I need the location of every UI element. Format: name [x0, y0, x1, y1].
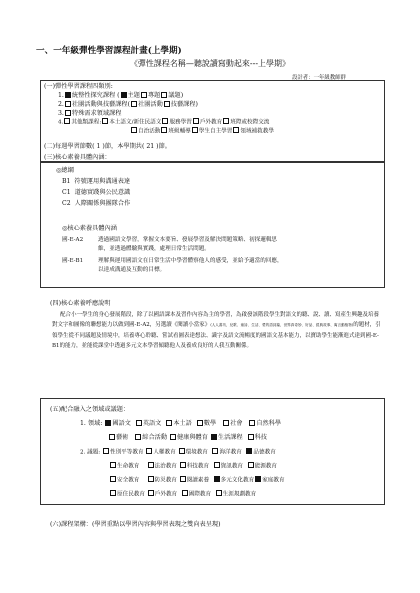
checkbox-checked-icon[interactable]	[65, 92, 71, 98]
item-text: 人際關係與團隊合作	[74, 200, 131, 207]
option-label: 法治教育	[154, 463, 177, 470]
option-label: 科技教育	[186, 463, 210, 470]
checkbox-icon[interactable]	[248, 462, 254, 468]
option-label: 統整性探究課程 (	[71, 92, 120, 99]
checkbox-icon[interactable]	[148, 490, 154, 496]
checkbox-icon[interactable]	[197, 420, 203, 426]
checkbox-icon[interactable]	[166, 420, 172, 426]
checkbox-checked-icon[interactable]	[255, 476, 261, 482]
row-number: 4.	[58, 119, 64, 126]
option-label: 自治活動	[138, 128, 161, 135]
option-label: 本土語	[173, 420, 192, 427]
checkbox-icon[interactable]	[214, 462, 220, 468]
checkbox-icon[interactable]	[179, 448, 185, 454]
option-label: 社團活動	[138, 101, 163, 108]
option-label: 國際教育	[188, 491, 212, 498]
field-text-line: 維，並透過體驗與實踐，處理日常生活問題。	[98, 246, 210, 252]
option-label: 戶外教育	[154, 491, 178, 498]
checkbox-icon[interactable]	[180, 462, 186, 468]
option-label: 藝術	[116, 434, 129, 441]
option-label: 服務學習	[169, 119, 192, 126]
general-item	[62, 199, 130, 208]
option-label: 資訊教育	[220, 463, 244, 470]
option-label: 生活課程	[217, 434, 243, 441]
checkbox-icon[interactable]	[131, 101, 137, 107]
issue-row-1	[80, 448, 276, 458]
option-label: 專題	[147, 92, 161, 99]
row-number: 1.	[58, 92, 64, 99]
checkbox-icon[interactable]	[148, 476, 154, 482]
competency-label: (三)核心素養具體內涵：	[44, 154, 111, 161]
option-label: 學生自主學習	[198, 128, 233, 135]
issue-label: 2. 議題:	[80, 449, 101, 456]
item-code: C2	[62, 200, 71, 207]
checkbox-icon[interactable]	[223, 420, 229, 426]
checkbox-checked-icon[interactable]	[214, 476, 220, 482]
checkbox-icon[interactable]	[233, 127, 239, 133]
checkbox-icon[interactable]	[110, 462, 116, 468]
option-label: 班級輔導	[168, 128, 191, 135]
paragraph-text: 配合小一學生的身心發展階段，除了以國語課本及習作內容為主的學習，為啟發該階段學生對語文的聽、說、讀、寫產生興趣及培養對文字和圖像的聯想能力以做到國-E-A2，另選讀《閱讀小當家》	[52, 312, 380, 329]
general-item	[62, 188, 130, 197]
category-row-2	[58, 100, 198, 109]
domain-row-2	[108, 433, 267, 442]
checkbox-icon[interactable]	[103, 448, 109, 454]
option-label: 安全教育	[117, 477, 140, 484]
response-label: (四)核心素養呼應說明	[50, 300, 111, 307]
checkbox-icon[interactable]	[141, 92, 147, 98]
field-label: ◎核心素養具體內涵	[62, 225, 117, 232]
row-number: 2.	[58, 101, 64, 108]
option-label: 健康與體育	[177, 434, 208, 441]
option-label: 議題)	[168, 92, 184, 99]
general-label: ◎總綱	[56, 167, 74, 174]
checkbox-icon[interactable]	[212, 448, 218, 454]
checkbox-icon[interactable]	[64, 118, 70, 124]
option-label: 防災教育	[154, 477, 177, 484]
option-label: 班際或校際交流	[230, 119, 270, 126]
checkbox-checked-icon[interactable]	[105, 420, 111, 426]
checkbox-checked-icon[interactable]	[211, 434, 217, 440]
item-text: 道德實踐與公民意識	[74, 189, 131, 196]
option-label: 生命教育	[117, 463, 140, 470]
option-label: 多元文化教育	[220, 477, 255, 484]
option-label: 品德教育	[253, 449, 276, 456]
option-label: 社會	[230, 420, 243, 427]
checkbox-icon[interactable]	[110, 490, 116, 496]
integration-label: (五)配合融入之領域或議題：	[50, 406, 130, 413]
field-text-line: 理解與運用國語文在日常生活中學習體察他人的感受，並給予適當的回應，	[98, 258, 283, 264]
option-label: 海洋教育	[219, 449, 242, 456]
weekly-hours: (二)每週學習節數( 1 )節，本學期共( 21 )節。	[44, 143, 171, 150]
checkbox-icon[interactable]	[65, 101, 71, 107]
option-label: 戶外教育	[199, 119, 223, 126]
curriculum-structure-label: (六)課程架構：(學習重點以學習內容與學習表現之雙向表呈現)	[50, 521, 221, 528]
checkbox-icon[interactable]	[136, 420, 142, 426]
checkbox-icon[interactable]	[148, 462, 154, 468]
response-paragraph	[52, 310, 382, 351]
checkbox-checked-icon[interactable]	[121, 92, 127, 98]
option-label: 技藝課程)	[170, 101, 198, 108]
checkbox-icon[interactable]	[182, 490, 188, 496]
checkbox-icon[interactable]	[216, 490, 222, 496]
category-label: (一)彈性學習課程四類別:	[44, 83, 113, 90]
checkbox-icon[interactable]	[110, 476, 116, 482]
paragraph-text: 的題材，引領學生從不同議題及情境中，培養專心聆聽、嘗試看圖表達想法、識字及語文流暢度的國語文基本能力，以寶助學生能漸進式達到國-E-B1的能力，並能從課堂中透過多元文本學習傾聽他人及養成良好的人我互動關係。	[52, 322, 381, 349]
option-label: 特殊需求領域課程	[71, 110, 122, 117]
course-title: 《彈性課程名稱—聽說讀寫動起來---上學期》	[129, 59, 291, 68]
checkbox-icon[interactable]	[170, 434, 176, 440]
option-label: 人權教育	[153, 449, 176, 456]
checkbox-icon[interactable]	[248, 434, 254, 440]
option-label: 科技	[254, 434, 267, 441]
checkbox-icon[interactable]	[161, 92, 167, 98]
general-item	[62, 177, 130, 186]
field-text-line: 透過國語文學習，掌握文本要旨、發展學習及解決問題策略、初探邏輯思	[98, 237, 278, 243]
option-label: 英語文	[142, 420, 162, 427]
checkbox-checked-icon[interactable]	[246, 448, 252, 454]
option-label: 國語文	[112, 420, 131, 427]
checkbox-icon[interactable]	[249, 420, 255, 426]
domain-label: 1. 領域:	[80, 420, 103, 427]
checkbox-icon[interactable]	[65, 110, 71, 116]
section-heading: 一、一年級彈性學習課程計畫(上學期)	[36, 46, 182, 56]
option-label: 綜合活動	[142, 434, 168, 441]
issue-row-3	[109, 476, 285, 486]
checkbox-icon[interactable]	[131, 127, 137, 133]
option-label: 社團活動與技藝課程(	[71, 101, 131, 108]
option-label: 閱讀素養	[186, 477, 210, 484]
designer-line: 設計者：一年級教師群	[292, 75, 346, 81]
option-label: 本土語文/新住民語文	[109, 119, 162, 126]
checkbox-icon[interactable]	[164, 101, 170, 107]
issue-row-2	[109, 462, 277, 472]
domain-row-1	[80, 419, 281, 428]
checkbox-icon[interactable]	[180, 476, 186, 482]
checkbox-icon[interactable]	[223, 118, 229, 124]
item-text: 符號運用與溝通表達	[74, 178, 131, 185]
option-label: 環境教育	[185, 449, 208, 456]
item-code: B1	[62, 178, 71, 185]
option-label: 領域補救教學	[240, 128, 274, 135]
issue-row-4	[109, 490, 256, 500]
checkbox-icon[interactable]	[102, 118, 108, 124]
checkbox-icon[interactable]	[146, 448, 152, 454]
field-code: 國-E-A2	[62, 237, 84, 243]
checkbox-icon[interactable]	[109, 434, 115, 440]
option-label: 能源教育	[254, 463, 277, 470]
option-label: 生涯規劃教育	[222, 491, 257, 498]
option-label: 性別平等教育	[109, 449, 144, 456]
option-label: 數學	[203, 420, 217, 427]
checkbox-icon[interactable]	[193, 118, 199, 124]
option-label: 原住民教育	[117, 491, 145, 498]
category-row-5	[130, 127, 274, 137]
checkbox-icon[interactable]	[162, 118, 168, 124]
checkbox-icon[interactable]	[135, 434, 141, 440]
option-label: 其他類課程:	[71, 119, 102, 126]
item-code: C1	[62, 189, 71, 196]
option-label: 自然科學	[256, 420, 282, 427]
row-number: 3.	[58, 110, 64, 117]
checkbox-icon[interactable]	[192, 127, 198, 133]
paragraph-note: (人人書坊，兒歌、童詩、生活、愛的語詞篇，世界真奇妙、好品、經典故事、寓言動植物)	[210, 323, 354, 328]
category-row-1	[58, 91, 183, 100]
field-code: 國-E-B1	[62, 258, 84, 264]
category-row-3	[58, 109, 121, 118]
option-label: 主題	[127, 92, 140, 99]
checkbox-icon[interactable]	[161, 127, 167, 133]
option-label: 家庭教育	[262, 477, 285, 484]
field-text-line: 以達成溝通及互動的目標。	[98, 267, 166, 273]
